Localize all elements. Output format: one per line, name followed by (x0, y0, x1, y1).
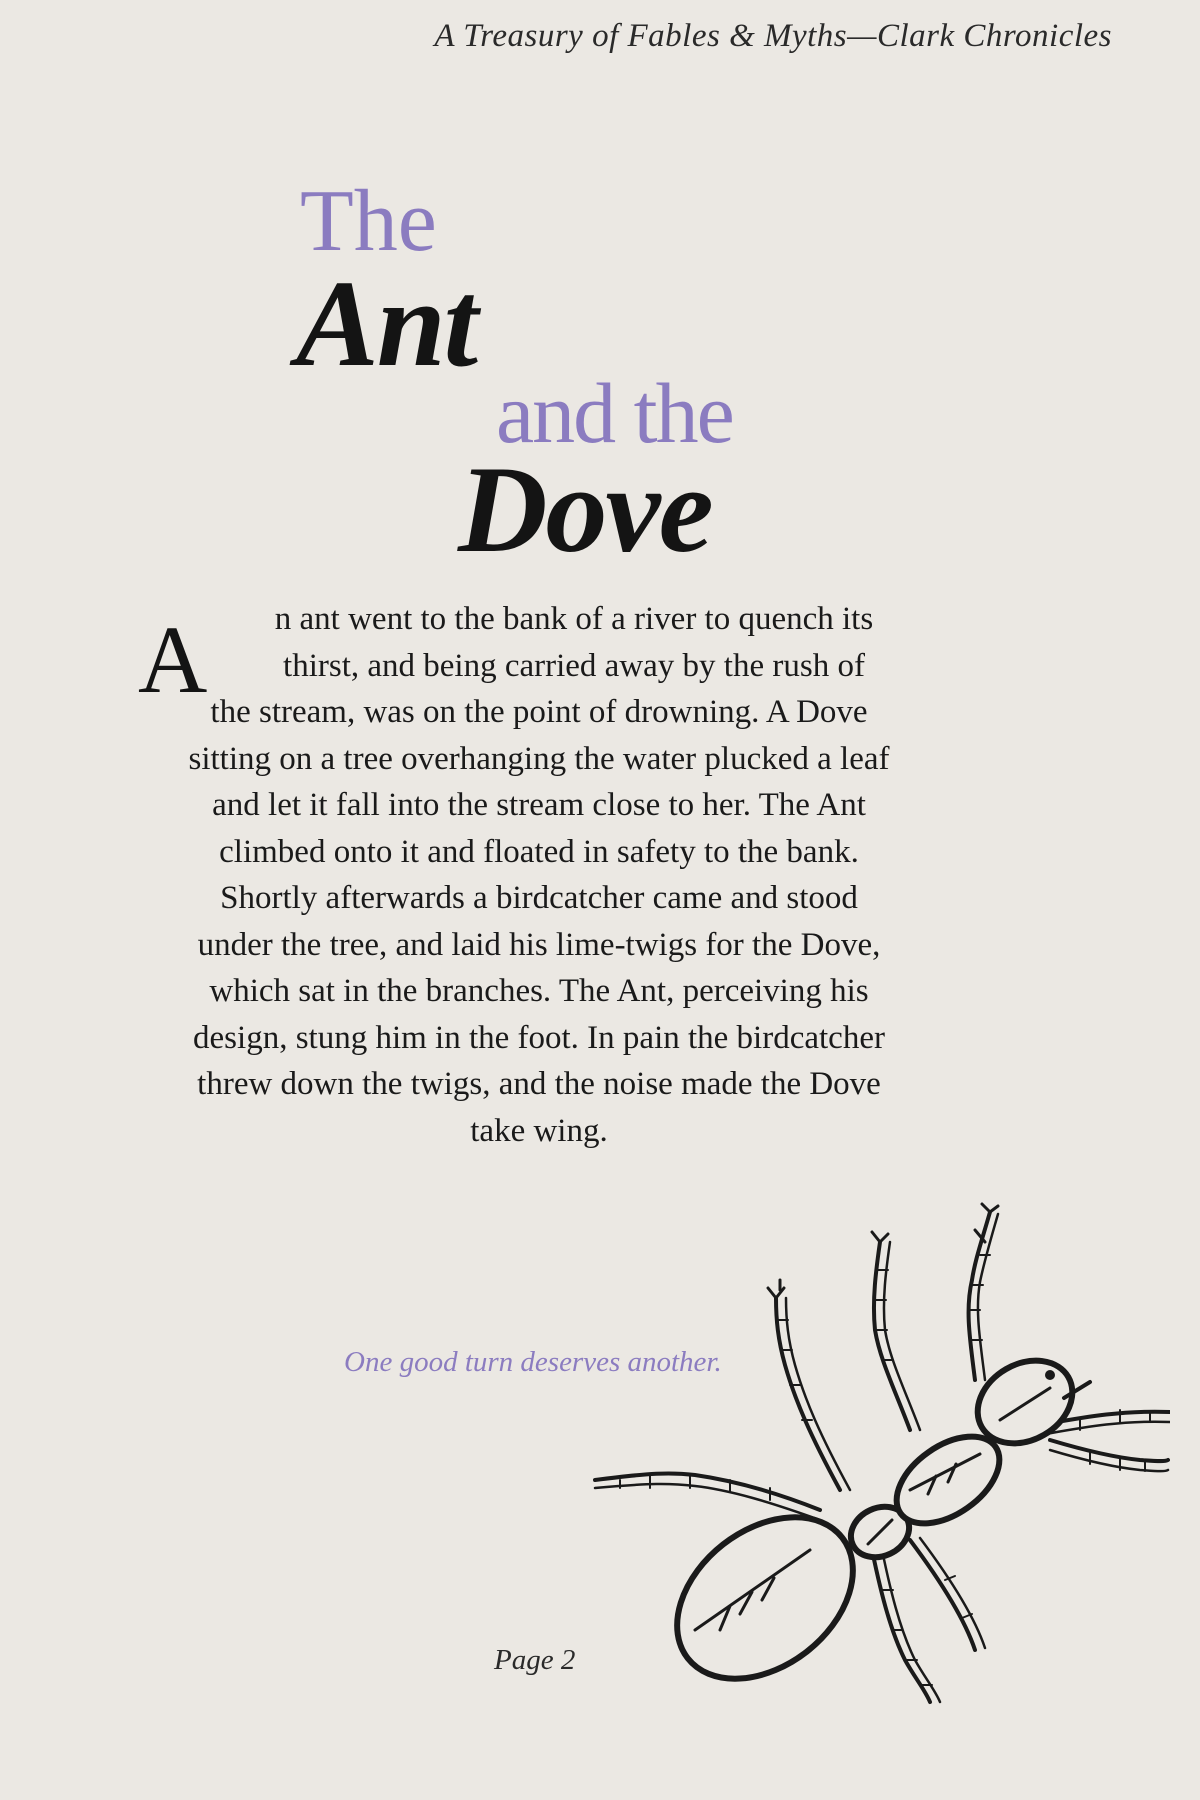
title-ant: Ant (296, 255, 477, 392)
story-line: the stream, was on the point of drowning. A Dove (210, 694, 868, 730)
story-line: thirst, and being carried away by the rush of (283, 647, 865, 684)
page-number: Page 2 (494, 1644, 576, 1676)
story-line: design, stung him in the foot. In pain the birdcatcher (193, 1019, 885, 1056)
story-line: climbed onto it and floated in safety to the bank. (219, 833, 859, 870)
running-header: A Treasury of Fables & Myths—Clark Chronicles (434, 18, 1112, 54)
moral-text: One good turn deserves another. (344, 1346, 722, 1378)
story-text (128, 596, 950, 1154)
story-line: and let it fall into the stream close to her. The Ant (212, 787, 866, 823)
story-line: sitting on a tree overhanging the water plucked a leaf (188, 740, 890, 777)
title-the: The (300, 173, 437, 270)
story-line: which sat in the branches. The Ant, perceiving his (209, 973, 869, 1009)
title-and-the: and the (496, 365, 733, 461)
story-line: under the tree, and laid his lime-twigs for the Dove, (197, 926, 881, 963)
title-dove: Dove (458, 441, 712, 578)
story-line: threw down the twigs, and the noise made the Dove (197, 1066, 881, 1102)
story-line: Shortly afterwards a birdcatcher came and stood (220, 880, 858, 916)
story-line: take wing. (470, 1112, 608, 1149)
drop-cap: A (138, 606, 208, 713)
story-line: n ant went to the bank of a river to quench its (274, 601, 874, 637)
ant-icon (580, 1190, 1170, 1710)
